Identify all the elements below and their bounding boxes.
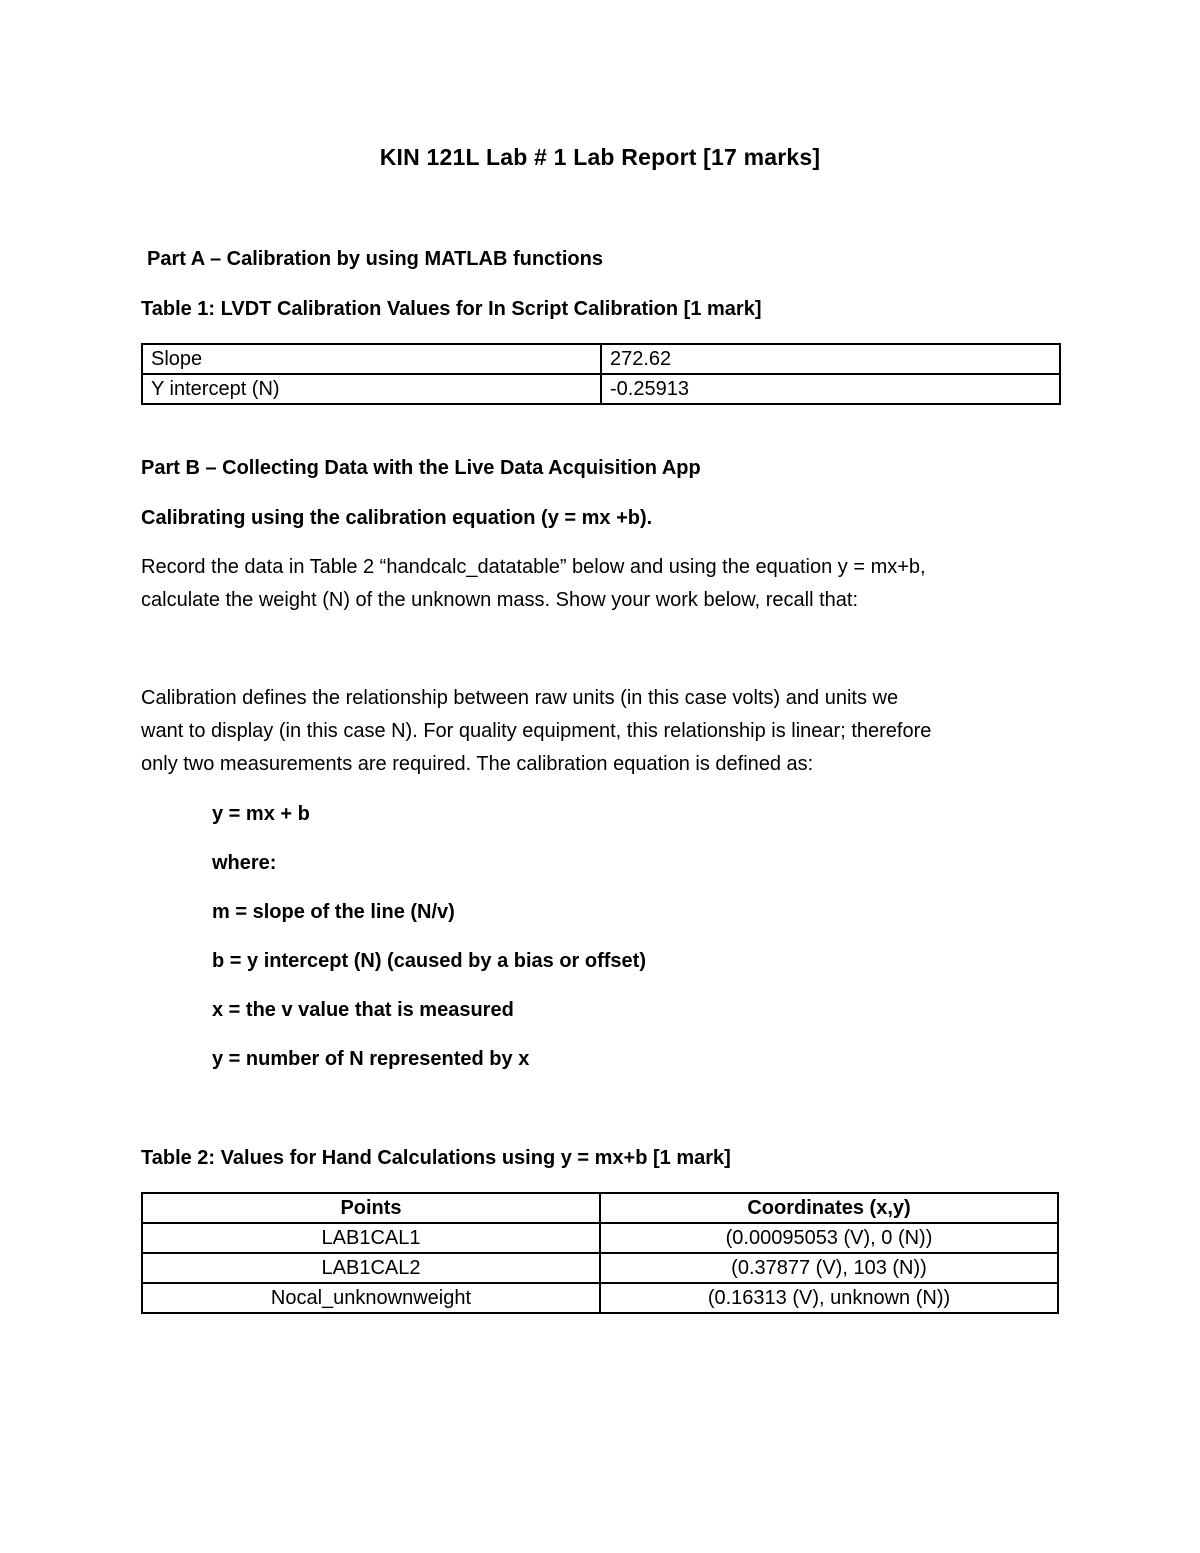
definition-y: y = number of N represented by x (212, 1048, 530, 1070)
definition-x: x = the v value that is measured (212, 999, 514, 1021)
calibration-values-table (141, 343, 1061, 405)
table-header-row (142, 1193, 1058, 1223)
hand-calculation-table (141, 1192, 1059, 1314)
table-cell-label: Y intercept (N) (142, 374, 601, 404)
table2-caption: Table 2: Values for Hand Calculations using y = mx+b [1 mark] (141, 1147, 731, 1169)
column-header-points: Points (142, 1193, 600, 1223)
instructions-paragraph (141, 551, 926, 617)
table1-caption: Table 1: LVDT Calibration Values for In Script Calibration [1 mark] (141, 298, 762, 320)
definition-m: m = slope of the line (N/v) (212, 901, 455, 923)
calibration-equation: y = mx + b (212, 803, 310, 825)
table-cell-label: Slope (142, 344, 601, 374)
table-cell-point: LAB1CAL1 (142, 1223, 600, 1253)
document-title: KIN 121L Lab # 1 Lab Report [17 marks] (379, 144, 821, 170)
table-cell-coords: (0.16313 (V), unknown (N)) (600, 1283, 1058, 1313)
table-row (142, 374, 1060, 404)
paragraph-line: Calibration defines the relationship between raw units (in this case volts) and units we (141, 687, 899, 709)
table-row (142, 1223, 1058, 1253)
calibration-definition-paragraph (141, 682, 931, 781)
paragraph-line: want to display (in this case N). For quality equipment, this relationship is linear; therefore (141, 720, 932, 742)
definition-b: b = y intercept (N) (caused by a bias or offset) (212, 950, 646, 972)
table-cell-coords: (0.37877 (V), 103 (N)) (600, 1253, 1058, 1283)
paragraph-line: Record the data in Table 2 “handcalc_datatable” below and using the equation y = mx+b, (141, 556, 926, 578)
paragraph-line: calculate the weight (N) of the unknown mass. Show your work below, recall that: (141, 589, 859, 611)
table-cell-value: 272.62 (601, 344, 1060, 374)
where-label: where: (212, 852, 277, 874)
table-row (142, 1283, 1058, 1313)
table-cell-coords: (0.00095053 (V), 0 (N)) (600, 1223, 1058, 1253)
part-a-heading: Part A – Calibration by using MATLAB functions (147, 248, 603, 270)
table-cell-point: LAB1CAL2 (142, 1253, 600, 1283)
column-header-coordinates: Coordinates (x,y) (600, 1193, 1058, 1223)
table-cell-point: Nocal_unknownweight (142, 1283, 600, 1313)
table-cell-value: -0.25913 (601, 374, 1060, 404)
part-b-heading: Part B – Collecting Data with the Live Data Acquisition App (141, 457, 701, 479)
calibrating-subheading: Calibrating using the calibration equation (y = mx +b). (141, 507, 653, 529)
table-row (142, 344, 1060, 374)
table-row (142, 1253, 1058, 1283)
paragraph-line: only two measurements are required. The calibration equation is defined as: (141, 753, 814, 775)
